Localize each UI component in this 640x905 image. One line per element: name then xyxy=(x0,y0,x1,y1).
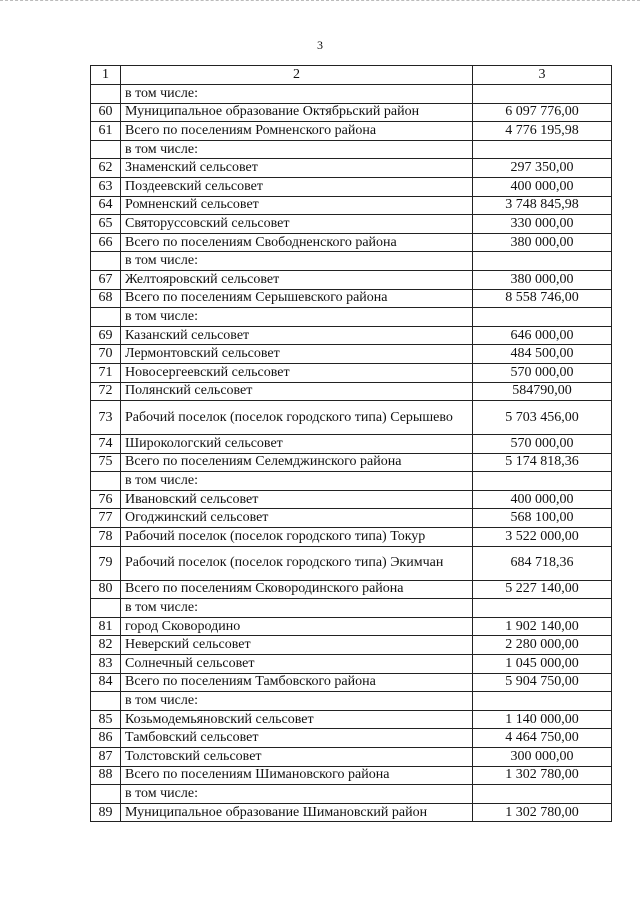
table-row xyxy=(91,233,612,252)
row-name: Ивановский сельсовет xyxy=(121,490,473,509)
row-amount: 380 000,00 xyxy=(473,270,612,289)
row-number: 64 xyxy=(91,196,121,215)
row-name: Желтояровский сельсовет xyxy=(121,270,473,289)
row-amount: 568 100,00 xyxy=(473,509,612,528)
row-name: Огоджинский сельсовет xyxy=(121,509,473,528)
row-amount xyxy=(473,85,612,104)
row-name: Знаменский сельсовет xyxy=(121,159,473,178)
row-name: Лермонтовский сельсовет xyxy=(121,345,473,364)
row-number: 60 xyxy=(91,103,121,122)
row-number: 71 xyxy=(91,363,121,382)
row-amount xyxy=(473,599,612,618)
row-amount: 646 000,00 xyxy=(473,326,612,345)
row-number: 63 xyxy=(91,177,121,196)
table-row xyxy=(91,528,612,547)
row-name: Всего по поселениям Селемджинского района xyxy=(121,453,473,472)
table-row xyxy=(91,122,612,141)
table-row xyxy=(91,252,612,271)
table-row xyxy=(91,159,612,178)
row-name: в том числе: xyxy=(121,140,473,159)
table-row xyxy=(91,308,612,327)
row-name: Новосергеевский сельсовет xyxy=(121,363,473,382)
table-header-row xyxy=(91,66,612,85)
row-name: Казанский сельсовет xyxy=(121,326,473,345)
row-name: Солнечный сельсовет xyxy=(121,655,473,674)
row-name: в том числе: xyxy=(121,85,473,104)
table-row xyxy=(91,599,612,618)
row-number: 62 xyxy=(91,159,121,178)
row-name: Всего по поселениям Тамбовского района xyxy=(121,673,473,692)
column-header-3: 3 xyxy=(473,66,612,85)
row-number: 81 xyxy=(91,617,121,636)
row-number: 77 xyxy=(91,509,121,528)
table-row xyxy=(91,617,612,636)
table-row xyxy=(91,382,612,401)
row-amount: 5 174 818,36 xyxy=(473,453,612,472)
row-amount: 684 718,36 xyxy=(473,546,612,580)
row-number: 87 xyxy=(91,748,121,767)
table-row xyxy=(91,177,612,196)
row-number: 67 xyxy=(91,270,121,289)
row-number: 75 xyxy=(91,453,121,472)
row-name: Муниципальное образование Шимановский район xyxy=(121,803,473,822)
row-amount xyxy=(473,472,612,491)
row-number: 70 xyxy=(91,345,121,364)
row-name: Ромненский сельсовет xyxy=(121,196,473,215)
row-amount xyxy=(473,692,612,711)
table-row xyxy=(91,196,612,215)
row-amount: 1 302 780,00 xyxy=(473,766,612,785)
row-name: Святоруссовский сельсовет xyxy=(121,215,473,234)
row-number: 80 xyxy=(91,580,121,599)
table-row xyxy=(91,215,612,234)
row-number: 89 xyxy=(91,803,121,822)
row-amount xyxy=(473,140,612,159)
row-number xyxy=(91,472,121,491)
row-number: 86 xyxy=(91,729,121,748)
row-number: 61 xyxy=(91,122,121,141)
row-name: Полянский сельсовет xyxy=(121,382,473,401)
table-row xyxy=(91,636,612,655)
row-amount: 3 748 845,98 xyxy=(473,196,612,215)
row-number: 76 xyxy=(91,490,121,509)
row-name: Козьмодемьяновский сельсовет xyxy=(121,710,473,729)
row-name: Широкологский сельсовет xyxy=(121,435,473,454)
row-number xyxy=(91,785,121,804)
table-row xyxy=(91,472,612,491)
table-row xyxy=(91,692,612,711)
row-amount: 5 703 456,00 xyxy=(473,401,612,435)
table-row xyxy=(91,673,612,692)
table-row xyxy=(91,546,612,580)
row-name: Неверский сельсовет xyxy=(121,636,473,655)
table-row xyxy=(91,729,612,748)
table-row xyxy=(91,785,612,804)
row-amount: 2 280 000,00 xyxy=(473,636,612,655)
row-name: Всего по поселениям Серышевского района xyxy=(121,289,473,308)
row-number xyxy=(91,599,121,618)
row-number xyxy=(91,252,121,271)
table-row xyxy=(91,453,612,472)
table-row xyxy=(91,103,612,122)
row-amount: 330 000,00 xyxy=(473,215,612,234)
column-header-1: 1 xyxy=(91,66,121,85)
row-amount xyxy=(473,308,612,327)
row-amount: 570 000,00 xyxy=(473,435,612,454)
row-name: Рабочий поселок (поселок городского типа) Экимчан xyxy=(121,546,473,580)
row-amount: 380 000,00 xyxy=(473,233,612,252)
table-row xyxy=(91,766,612,785)
row-name: Рабочий поселок (поселок городского типа) Серышево xyxy=(121,401,473,435)
row-name: город Сковородино xyxy=(121,617,473,636)
table-row xyxy=(91,401,612,435)
row-name: в том числе: xyxy=(121,308,473,327)
row-name: Толстовский сельсовет xyxy=(121,748,473,767)
table-row xyxy=(91,270,612,289)
row-number: 74 xyxy=(91,435,121,454)
row-name: Всего по поселениям Сковородинского района xyxy=(121,580,473,599)
row-number: 79 xyxy=(91,546,121,580)
row-amount: 297 350,00 xyxy=(473,159,612,178)
table-row xyxy=(91,345,612,364)
row-amount: 300 000,00 xyxy=(473,748,612,767)
row-name: Рабочий поселок (поселок городского типа) Токур xyxy=(121,528,473,547)
row-amount: 400 000,00 xyxy=(473,490,612,509)
row-amount: 5 227 140,00 xyxy=(473,580,612,599)
table-row xyxy=(91,85,612,104)
row-amount: 584790,00 xyxy=(473,382,612,401)
table-row xyxy=(91,490,612,509)
table-row xyxy=(91,580,612,599)
row-amount xyxy=(473,252,612,271)
row-number: 72 xyxy=(91,382,121,401)
page-number: 3 xyxy=(317,38,323,52)
table-row xyxy=(91,710,612,729)
table-row xyxy=(91,509,612,528)
row-name: в том числе: xyxy=(121,785,473,804)
row-number xyxy=(91,140,121,159)
table-row xyxy=(91,748,612,767)
table-row xyxy=(91,140,612,159)
row-amount: 1 045 000,00 xyxy=(473,655,612,674)
table-row xyxy=(91,435,612,454)
budget-table xyxy=(90,65,612,822)
row-amount: 6 097 776,00 xyxy=(473,103,612,122)
row-amount: 1 140 000,00 xyxy=(473,710,612,729)
row-name: Поздеевский сельсовет xyxy=(121,177,473,196)
row-amount: 570 000,00 xyxy=(473,363,612,382)
row-amount: 484 500,00 xyxy=(473,345,612,364)
row-name: Всего по поселениям Ромненского района xyxy=(121,122,473,141)
row-amount xyxy=(473,785,612,804)
row-name: в том числе: xyxy=(121,472,473,491)
row-amount: 5 904 750,00 xyxy=(473,673,612,692)
row-number: 88 xyxy=(91,766,121,785)
row-amount: 4 776 195,98 xyxy=(473,122,612,141)
table-row xyxy=(91,289,612,308)
row-number: 65 xyxy=(91,215,121,234)
table-row xyxy=(91,655,612,674)
row-amount: 3 522 000,00 xyxy=(473,528,612,547)
row-number xyxy=(91,692,121,711)
column-header-2: 2 xyxy=(121,66,473,85)
table-row xyxy=(91,803,612,822)
row-name: Тамбовский сельсовет xyxy=(121,729,473,748)
row-number: 73 xyxy=(91,401,121,435)
row-amount: 8 558 746,00 xyxy=(473,289,612,308)
table-row xyxy=(91,363,612,382)
row-number: 83 xyxy=(91,655,121,674)
row-number: 85 xyxy=(91,710,121,729)
row-number: 82 xyxy=(91,636,121,655)
row-amount: 1 302 780,00 xyxy=(473,803,612,822)
row-name: Всего по поселениям Свободненского района xyxy=(121,233,473,252)
row-number: 69 xyxy=(91,326,121,345)
table-row xyxy=(91,326,612,345)
row-name: в том числе: xyxy=(121,599,473,618)
row-name: Муниципальное образование Октябрьский район xyxy=(121,103,473,122)
row-name: Всего по поселениям Шимановского района xyxy=(121,766,473,785)
row-amount: 4 464 750,00 xyxy=(473,729,612,748)
row-name: в том числе: xyxy=(121,692,473,711)
row-number: 68 xyxy=(91,289,121,308)
row-number: 84 xyxy=(91,673,121,692)
scan-edge xyxy=(0,0,640,4)
row-number: 66 xyxy=(91,233,121,252)
row-number xyxy=(91,308,121,327)
row-number xyxy=(91,85,121,104)
table-body xyxy=(91,85,612,822)
row-number: 78 xyxy=(91,528,121,547)
row-name: в том числе: xyxy=(121,252,473,271)
row-amount: 400 000,00 xyxy=(473,177,612,196)
row-amount: 1 902 140,00 xyxy=(473,617,612,636)
